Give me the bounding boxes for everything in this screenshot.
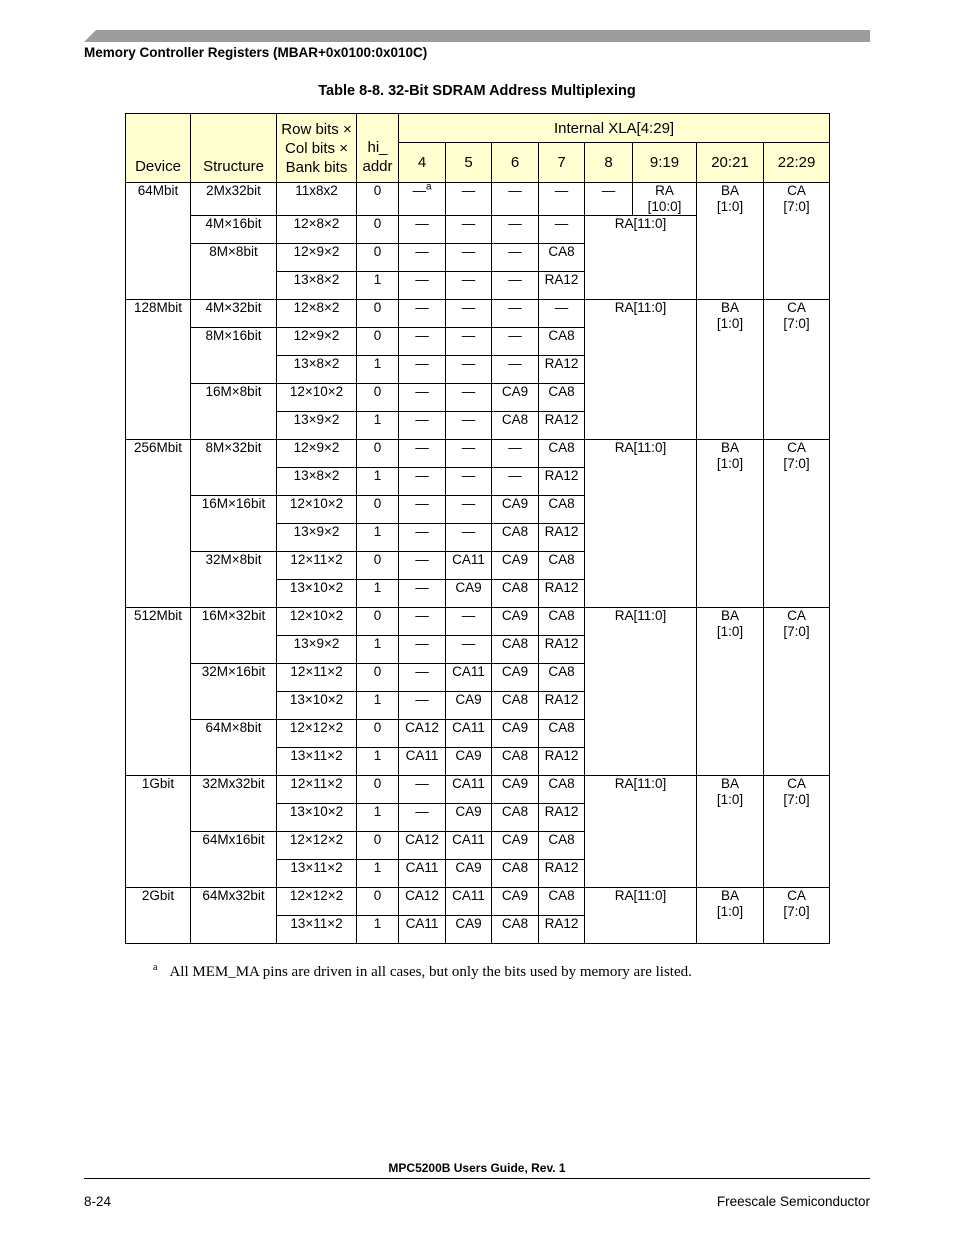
device-cell: 64Mbit xyxy=(126,183,191,300)
hi-addr-cell: 0 xyxy=(357,183,399,216)
row-address-cell: RA[11:0] xyxy=(585,776,697,888)
table-caption: Table 8-8. 32-Bit SDRAM Address Multiplexing xyxy=(318,83,636,99)
bit-6-cell: CA8 xyxy=(492,692,539,720)
company-name: Freescale Semiconductor xyxy=(716,1194,870,1209)
bit-7-cell: RA12 xyxy=(539,692,585,720)
bit-5-cell: CA11 xyxy=(446,832,492,860)
row-col-bank-cell: 13×8×2 xyxy=(277,356,357,384)
bank-address-cell: BA [1:0] xyxy=(697,183,764,300)
footer-rule xyxy=(84,1178,870,1179)
hi-addr-cell: 0 xyxy=(357,300,399,328)
bit-5-cell: CA11 xyxy=(446,888,492,916)
bit-6-cell: CA8 xyxy=(492,916,539,944)
hi-addr-cell: 0 xyxy=(357,608,399,636)
bit-6-cell: CA9 xyxy=(492,384,539,412)
structure-cell: 4M×16bit xyxy=(191,216,277,244)
bit-4-cell: — xyxy=(399,412,446,440)
bit-4-cell: CA11 xyxy=(399,860,446,888)
hi-addr-cell: 1 xyxy=(357,580,399,608)
row-address-cell: RA[11:0] xyxy=(585,216,697,300)
hi-addr-cell: 1 xyxy=(357,356,399,384)
bit-7-cell: CA8 xyxy=(539,244,585,272)
row-address-cell: RA[11:0] xyxy=(585,440,697,608)
bank-address-cell: BA [1:0] xyxy=(697,300,764,440)
bit-7-cell: RA12 xyxy=(539,524,585,552)
header-bit-9-19: 9:19 xyxy=(633,143,697,183)
bit-7-cell: — xyxy=(539,183,585,216)
column-address-cell: CA [7:0] xyxy=(764,440,830,608)
footnote-text: All MEM_MA pins are driven in all cases, but only the bits used by memory are listed. xyxy=(169,964,692,980)
header-bit-6: 6 xyxy=(492,143,539,183)
device-cell: 1Gbit xyxy=(126,776,191,888)
bit-7-cell: RA12 xyxy=(539,356,585,384)
bit-5-cell: — xyxy=(446,183,492,216)
bit-6-cell: — xyxy=(492,272,539,300)
bit-5-cell: — xyxy=(446,468,492,496)
row-col-bank-cell: 12×9×2 xyxy=(277,244,357,272)
table-body xyxy=(126,183,830,944)
bit-6-cell: CA8 xyxy=(492,580,539,608)
structure-cell: 16M×32bit xyxy=(191,608,277,664)
row-address-cell: RA[11:0] xyxy=(585,608,697,776)
device-cell: 256Mbit xyxy=(126,440,191,608)
bit-6-cell: CA9 xyxy=(492,888,539,916)
bit-5-cell: — xyxy=(446,412,492,440)
bit-5-cell: — xyxy=(446,244,492,272)
bit-4-cell: — xyxy=(399,356,446,384)
bit-7-cell: RA12 xyxy=(539,412,585,440)
hi-addr-cell: 0 xyxy=(357,832,399,860)
bit-4-cell: —$^a$ xyxy=(399,183,446,216)
hi-addr-cell: 0 xyxy=(357,440,399,468)
structure-cell: 8M×8bit xyxy=(191,244,277,300)
bit-4-cell: — xyxy=(399,552,446,580)
row-col-bank-cell: 12×10×2 xyxy=(277,384,357,412)
header-bit-22-29: 22:29 xyxy=(764,143,830,183)
structure-cell: 8M×32bit xyxy=(191,440,277,496)
bit-6-cell: — xyxy=(492,216,539,244)
bit-5-cell: — xyxy=(446,384,492,412)
table-row xyxy=(126,300,830,328)
bit-7-cell: RA12 xyxy=(539,748,585,776)
bit-6-cell: CA9 xyxy=(492,720,539,748)
row-col-bank-cell: 12×12×2 xyxy=(277,720,357,748)
structure-cell: 16M×8bit xyxy=(191,384,277,440)
table-row xyxy=(126,608,830,636)
table-row xyxy=(126,183,830,216)
hi-addr-cell: 0 xyxy=(357,664,399,692)
bit-7-cell: CA8 xyxy=(539,440,585,468)
bit-7-cell: CA8 xyxy=(539,720,585,748)
bit-7-cell: CA8 xyxy=(539,776,585,804)
header-bit-20-21: 20:21 xyxy=(697,143,764,183)
bit-7-cell: RA12 xyxy=(539,580,585,608)
bit-4-cell: — xyxy=(399,580,446,608)
hi-addr-cell: 0 xyxy=(357,720,399,748)
bit-4-cell: — xyxy=(399,664,446,692)
bit-5-cell: CA11 xyxy=(446,664,492,692)
bit-7-cell: RA12 xyxy=(539,468,585,496)
bit-4-cell: CA12 xyxy=(399,888,446,916)
bit-4-cell: — xyxy=(399,524,446,552)
row-col-bank-cell: 11x8x2 xyxy=(277,183,357,216)
bank-address-cell: BA [1:0] xyxy=(697,776,764,888)
hi-addr-cell: 1 xyxy=(357,748,399,776)
hi-addr-cell: 1 xyxy=(357,412,399,440)
row-col-bank-cell: 12×12×2 xyxy=(277,832,357,860)
bank-address-cell: BA [1:0] xyxy=(697,608,764,776)
row-col-bank-cell: 13×10×2 xyxy=(277,804,357,832)
bit-7-cell: — xyxy=(539,216,585,244)
hi-addr-cell: 0 xyxy=(357,244,399,272)
bit-7-cell: RA12 xyxy=(539,272,585,300)
hi-addr-cell: 1 xyxy=(357,860,399,888)
page-number: 8-24 xyxy=(84,1194,112,1209)
device-cell: 512Mbit xyxy=(126,608,191,776)
bit-6-cell: CA8 xyxy=(492,860,539,888)
row-col-bank-cell: 12×11×2 xyxy=(277,552,357,580)
structure-cell: 64Mx32bit xyxy=(191,888,277,944)
row-col-bank-cell: 12×11×2 xyxy=(277,664,357,692)
bit-5-cell: — xyxy=(446,216,492,244)
row-col-bank-cell: 12×8×2 xyxy=(277,300,357,328)
device-cell: 2Gbit xyxy=(126,888,191,944)
bit-6-cell: — xyxy=(492,244,539,272)
sdram-address-multiplexing-table xyxy=(125,113,830,944)
bit-7-cell: CA8 xyxy=(539,664,585,692)
table-row xyxy=(126,440,830,468)
bit-6-cell: CA9 xyxy=(492,608,539,636)
bit-8-cell: — xyxy=(585,183,633,216)
row-address-cell: RA[11:0] xyxy=(585,888,697,944)
bit-6-cell: CA8 xyxy=(492,748,539,776)
header-hi-addr xyxy=(357,114,399,183)
column-address-cell: CA [7:0] xyxy=(764,888,830,944)
bit-5-cell: CA9 xyxy=(446,748,492,776)
bit-4-cell: — xyxy=(399,692,446,720)
bit-7-cell: CA8 xyxy=(539,888,585,916)
header-structure: Structure xyxy=(191,114,277,183)
column-address-cell: CA [7:0] xyxy=(764,608,830,776)
header-device: Device xyxy=(126,114,191,183)
bit-7-cell: CA8 xyxy=(539,552,585,580)
bit-4-cell: CA12 xyxy=(399,832,446,860)
bit-4-cell: — xyxy=(399,440,446,468)
bit-4-cell: — xyxy=(399,636,446,664)
structure-cell: 4M×32bit xyxy=(191,300,277,328)
bit-6-cell: — xyxy=(492,356,539,384)
hi-addr-cell: 0 xyxy=(357,496,399,524)
row-col-bank-cell: 13×11×2 xyxy=(277,916,357,944)
bit-5-cell: — xyxy=(446,272,492,300)
header-hi: hi_ xyxy=(367,139,388,156)
bit-5-cell: CA9 xyxy=(446,916,492,944)
bit-6-cell: CA8 xyxy=(492,524,539,552)
hi-addr-cell: 0 xyxy=(357,384,399,412)
bit-4-cell: — xyxy=(399,804,446,832)
bit-5-cell: CA9 xyxy=(446,804,492,832)
bit-6-cell: — xyxy=(492,468,539,496)
device-cell: 128Mbit xyxy=(126,300,191,440)
row-col-bank-cell: 12×9×2 xyxy=(277,328,357,356)
structure-cell: 16M×16bit xyxy=(191,496,277,552)
row-col-bank-cell: 12×10×2 xyxy=(277,608,357,636)
bit-7-cell: CA8 xyxy=(539,608,585,636)
footnote-ref: a xyxy=(425,181,432,193)
row-col-bank-cell: 13×9×2 xyxy=(277,524,357,552)
bit-5-cell: CA11 xyxy=(446,552,492,580)
bank-address-cell: BA [1:0] xyxy=(697,440,764,608)
footnote-marker: a xyxy=(153,962,158,973)
bit-6-cell: CA9 xyxy=(492,552,539,580)
footnote xyxy=(153,962,692,981)
row-col-bank-cell: 13×8×2 xyxy=(277,272,357,300)
bit-5-cell: — xyxy=(446,636,492,664)
hi-addr-cell: 1 xyxy=(357,804,399,832)
header-row-bits: Row bits × xyxy=(281,120,352,138)
bit-4-cell: — xyxy=(399,608,446,636)
bit-5-cell: — xyxy=(446,608,492,636)
column-address-cell: CA [7:0] xyxy=(764,183,830,300)
structure-cell: 32M×8bit xyxy=(191,552,277,608)
bit-5-cell: CA11 xyxy=(446,776,492,804)
header-internal-xla: Internal XLA[4:29] xyxy=(399,114,830,143)
bit-4-cell: — xyxy=(399,468,446,496)
bit-6-cell: CA9 xyxy=(492,776,539,804)
bit-5-cell: — xyxy=(446,356,492,384)
bit-7-cell: CA8 xyxy=(539,832,585,860)
row-col-bank-cell: 13×8×2 xyxy=(277,468,357,496)
bit-5-cell: CA11 xyxy=(446,720,492,748)
hi-addr-cell: 1 xyxy=(357,916,399,944)
section-title: Memory Controller Registers (MBAR+0x0100:0x010C) xyxy=(84,45,428,60)
row-col-bank-cell: 13×9×2 xyxy=(277,412,357,440)
bit-7-cell: RA12 xyxy=(539,804,585,832)
hi-addr-cell: 1 xyxy=(357,524,399,552)
bit-5-cell: CA9 xyxy=(446,580,492,608)
header-bit-5: 5 xyxy=(446,143,492,183)
bit-4-cell: — xyxy=(399,328,446,356)
structure-cell: 32M×16bit xyxy=(191,664,277,720)
hi-addr-cell: 0 xyxy=(357,328,399,356)
structure-cell: 2Mx32bit xyxy=(191,183,277,216)
hi-addr-cell: 0 xyxy=(357,888,399,916)
bit-9-19-cell: RA [10:0] xyxy=(633,183,697,216)
header-bank-bits: Bank bits xyxy=(285,158,348,176)
bit-7-cell: — xyxy=(539,300,585,328)
bit-4-cell: CA12 xyxy=(399,720,446,748)
bit-5-cell: — xyxy=(446,440,492,468)
bit-5-cell: CA9 xyxy=(446,860,492,888)
bit-7-cell: CA8 xyxy=(539,496,585,524)
bit-5-cell: CA9 xyxy=(446,692,492,720)
bit-6-cell: CA8 xyxy=(492,804,539,832)
bit-6-cell: — xyxy=(492,183,539,216)
bit-6-cell: — xyxy=(492,328,539,356)
row-col-bank-cell: 12×10×2 xyxy=(277,496,357,524)
bit-5-cell: — xyxy=(446,496,492,524)
row-col-bank-cell: 12×11×2 xyxy=(277,776,357,804)
hi-addr-cell: 1 xyxy=(357,272,399,300)
hi-addr-cell: 0 xyxy=(357,776,399,804)
bit-7-cell: CA8 xyxy=(539,384,585,412)
column-address-cell: CA [7:0] xyxy=(764,300,830,440)
bit-7-cell: CA8 xyxy=(539,328,585,356)
header-col-bits: Col bits × xyxy=(285,139,348,157)
bit-4-cell: — xyxy=(399,300,446,328)
hi-addr-cell: 1 xyxy=(357,692,399,720)
bit-7-cell: RA12 xyxy=(539,916,585,944)
row-col-bank-cell: 13×10×2 xyxy=(277,580,357,608)
header-row-col-bank xyxy=(277,114,357,183)
column-address-cell: CA [7:0] xyxy=(764,776,830,888)
row-col-bank-cell: 13×10×2 xyxy=(277,692,357,720)
bit-4-cell: — xyxy=(399,272,446,300)
structure-cell: 64M×8bit xyxy=(191,720,277,776)
bit-4-cell: — xyxy=(399,216,446,244)
bank-address-cell: BA [1:0] xyxy=(697,888,764,944)
bit-5-cell: — xyxy=(446,524,492,552)
bit-4-cell: — xyxy=(399,496,446,524)
row-col-bank-cell: 13×11×2 xyxy=(277,748,357,776)
row-col-bank-cell: 12×12×2 xyxy=(277,888,357,916)
bit-6-cell: — xyxy=(492,440,539,468)
structure-cell: 32Mx32bit xyxy=(191,776,277,832)
header-addr: addr xyxy=(362,158,393,175)
header-bar xyxy=(84,30,870,42)
bit-5-cell: — xyxy=(446,328,492,356)
table-row xyxy=(126,776,830,804)
row-address-cell: RA[11:0] xyxy=(585,300,697,440)
bit-6-cell: CA9 xyxy=(492,496,539,524)
hi-addr-cell: 0 xyxy=(357,216,399,244)
structure-cell: 8M×16bit xyxy=(191,328,277,384)
bit-6-cell: — xyxy=(492,300,539,328)
header-bit-8: 8 xyxy=(585,143,633,183)
header-bit-7: 7 xyxy=(539,143,585,183)
hi-addr-cell: 1 xyxy=(357,468,399,496)
row-col-bank-cell: 13×9×2 xyxy=(277,636,357,664)
bit-7-cell: RA12 xyxy=(539,636,585,664)
row-col-bank-cell: 12×9×2 xyxy=(277,440,357,468)
row-col-bank-cell: 12×8×2 xyxy=(277,216,357,244)
bit-6-cell: CA9 xyxy=(492,832,539,860)
bit-4-cell: — xyxy=(399,244,446,272)
table-row xyxy=(126,888,830,916)
bit-6-cell: CA8 xyxy=(492,636,539,664)
bit-4-cell: — xyxy=(399,776,446,804)
bit-6-cell: CA8 xyxy=(492,412,539,440)
document-title: MPC5200B Users Guide, Rev. 1 xyxy=(388,1161,566,1175)
header-bit-4: 4 xyxy=(399,143,446,183)
bit-6-cell: CA9 xyxy=(492,664,539,692)
bit-4-cell: CA11 xyxy=(399,748,446,776)
bit-4-cell: — xyxy=(399,384,446,412)
hi-addr-cell: 1 xyxy=(357,636,399,664)
bit-7-cell: RA12 xyxy=(539,860,585,888)
hi-addr-cell: 0 xyxy=(357,552,399,580)
bit-4-cell: CA11 xyxy=(399,916,446,944)
bit-5-cell: — xyxy=(446,300,492,328)
row-col-bank-cell: 13×11×2 xyxy=(277,860,357,888)
structure-cell: 64Mx16bit xyxy=(191,832,277,888)
